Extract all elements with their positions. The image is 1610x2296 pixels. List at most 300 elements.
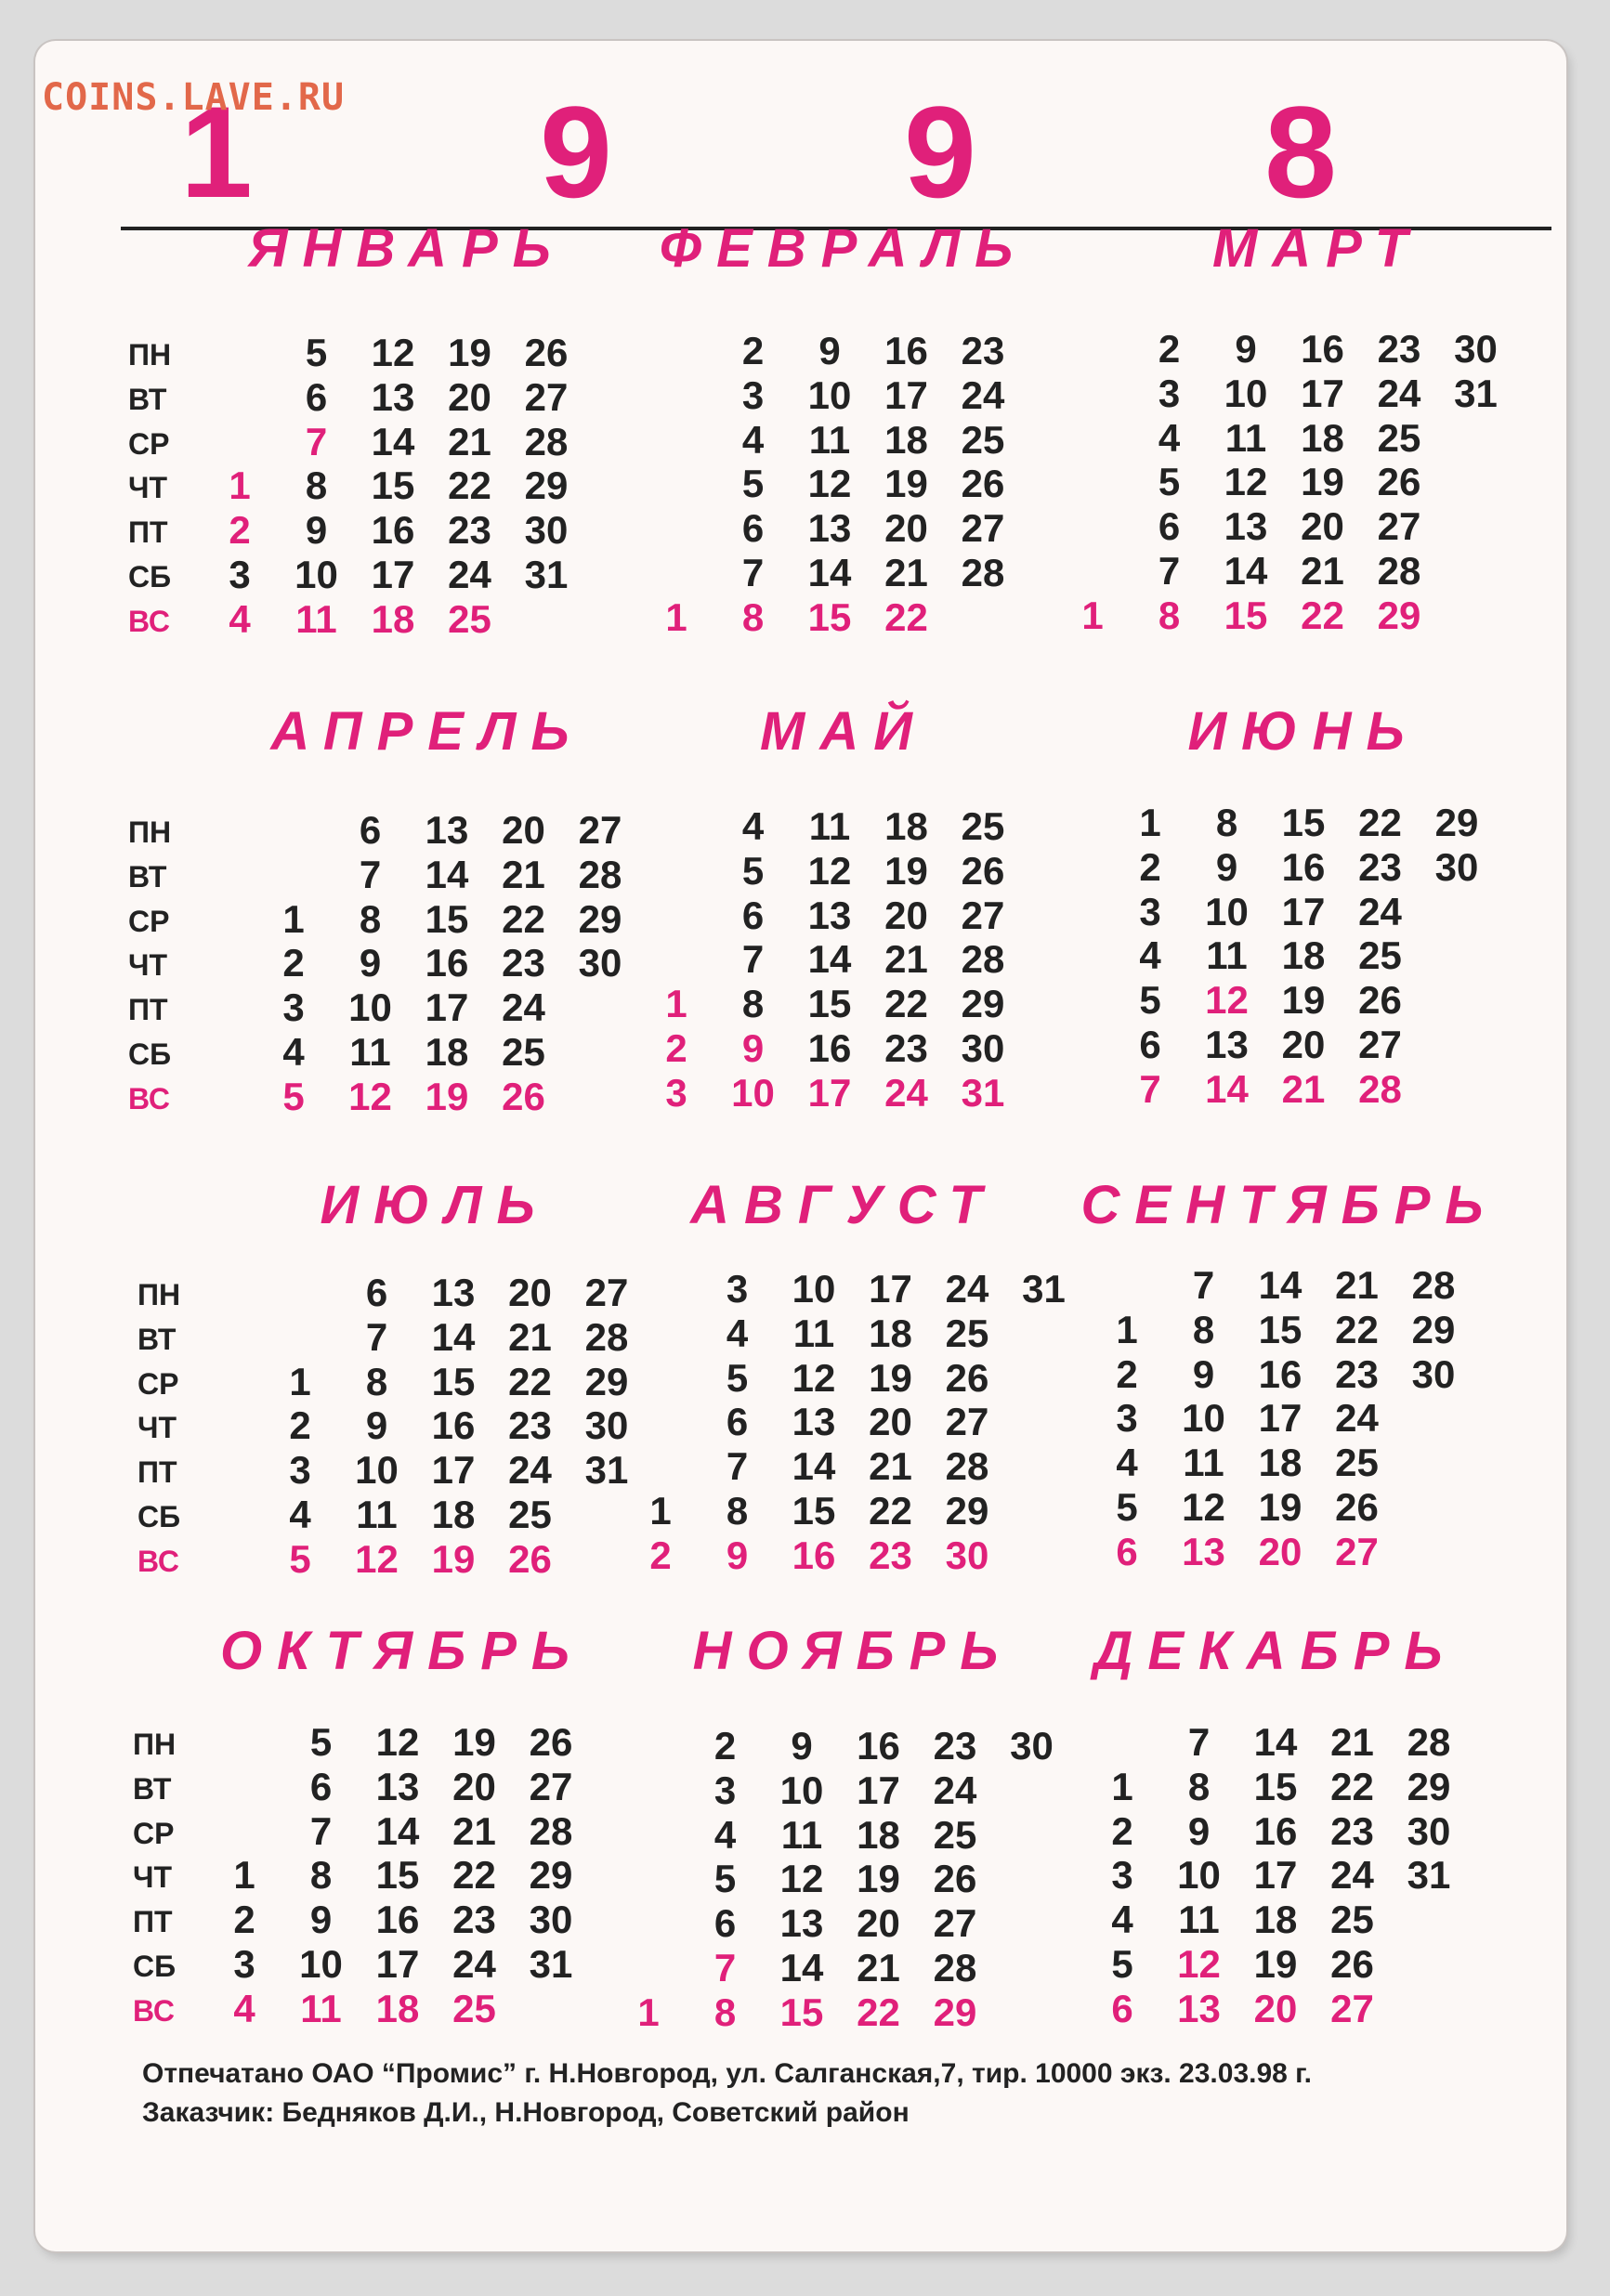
calendar-day: 6 (726, 1400, 749, 1444)
calendar-day: 8 (726, 1489, 749, 1533)
calendar-day: 25 (452, 1986, 496, 2030)
calendar-day: 5 (282, 1074, 305, 1118)
calendar-day: 1 (1139, 801, 1161, 844)
calendar-day: 13 (375, 1764, 420, 1808)
calendar-day: 18 (857, 1812, 900, 1857)
calendar-day: 6 (1139, 1023, 1161, 1066)
calendar-day: 20 (884, 893, 928, 937)
calendar-day: 14 (371, 419, 415, 463)
calendar-day: 16 (1253, 1808, 1298, 1853)
calendar-day: 30 (1454, 327, 1498, 371)
calendar-day: 14 (431, 1314, 476, 1359)
calendar-day: 17 (857, 1768, 900, 1812)
calendar-day: 11 (808, 417, 851, 462)
calendar-day: 26 (961, 848, 1005, 893)
weekday-label: СБ (133, 1950, 177, 1983)
calendar-day: 4 (741, 804, 765, 848)
calendar-day: 7 (713, 1946, 737, 1989)
calendar-day: 7 (741, 551, 765, 594)
calendar-day: 7 (309, 1808, 333, 1853)
calendar-day: 30 (1434, 844, 1479, 889)
calendar-day: 8 (309, 1853, 333, 1898)
calendar-day: 12 (355, 1536, 399, 1581)
calendar-day: 12 (807, 462, 852, 506)
calendar-day: 3 (726, 1267, 749, 1311)
calendar-day: 11 (808, 804, 851, 848)
calendar-day: 31 (1454, 371, 1498, 415)
calendar-day: 5 (726, 1355, 749, 1400)
month-title: НОЯБРЬ (692, 1621, 1014, 1681)
calendar-day: 11 (295, 596, 337, 641)
weekday-label: ПТ (133, 1905, 173, 1939)
calendar-day: 10 (1205, 889, 1249, 933)
calendar-day: 21 (448, 419, 491, 463)
calendar-day: 27 (578, 808, 622, 852)
calendar-day: 24 (452, 1942, 496, 1986)
calendar-day: 27 (945, 1400, 989, 1444)
calendar-day: 30 (1407, 1808, 1451, 1853)
calendar-day: 9 (305, 508, 328, 553)
calendar-day: 25 (502, 1030, 545, 1074)
calendar-day: 7 (1158, 549, 1181, 593)
calendar-day: 19 (869, 1355, 912, 1400)
calendar-day: 9 (359, 941, 382, 985)
calendar-day: 5 (1116, 1485, 1138, 1529)
calendar-day: 15 (779, 1989, 824, 2034)
calendar-day: 13 (779, 1901, 824, 1946)
calendar-day: 10 (348, 985, 392, 1030)
calendar-day: 15 (1258, 1307, 1302, 1351)
calendar-day: 16 (1281, 844, 1326, 889)
calendar-day: 29 (578, 896, 622, 941)
calendar-day: 5 (305, 331, 328, 374)
calendar-day: 7 (726, 1444, 749, 1489)
calendar-day: 25 (448, 596, 491, 641)
calendar-day: 4 (233, 1986, 255, 2030)
calendar-day: 28 (529, 1808, 573, 1853)
calendar-day: 14 (807, 551, 852, 594)
weekday-label: ВС (133, 1993, 175, 2028)
calendar-day: 26 (1358, 978, 1402, 1023)
calendar-day: 14 (792, 1444, 836, 1489)
calendar-day: 21 (508, 1314, 552, 1359)
calendar-day: 2 (1116, 1351, 1138, 1396)
calendar-day: 10 (1177, 1853, 1221, 1898)
calendar-day: 3 (713, 1768, 737, 1812)
calendar-day: 4 (726, 1311, 749, 1355)
calendar-day: 16 (431, 1403, 476, 1448)
calendar-day: 2 (233, 1898, 255, 1942)
calendar-day: 12 (375, 1720, 420, 1764)
calendar-day: 16 (884, 329, 928, 372)
calendar-day: 26 (502, 1074, 545, 1118)
calendar-day: 29 (945, 1489, 989, 1533)
calendar-day: 14 (1258, 1263, 1302, 1307)
month-title: ДЕКАБРЬ (1093, 1621, 1458, 1681)
calendar-day: 1 (665, 982, 687, 1026)
calendar-day: 31 (529, 1942, 573, 1986)
calendar-day: 24 (945, 1267, 989, 1311)
calendar-day: 16 (857, 1724, 900, 1768)
calendar-day: 9 (791, 1724, 813, 1768)
calendar-day: 27 (1330, 1986, 1374, 2030)
calendar-day: 5 (1139, 978, 1161, 1023)
calendar-day: 10 (807, 372, 852, 417)
calendar-day: 12 (1205, 978, 1249, 1023)
calendar-day: 1 (649, 1489, 672, 1533)
calendar-day: 10 (779, 1768, 824, 1812)
calendar-day: 22 (857, 1989, 900, 2034)
calendar-day: 22 (448, 463, 491, 508)
calendar-day: 28 (578, 852, 622, 896)
calendar-day: 15 (425, 896, 469, 941)
calendar-day: 19 (1301, 460, 1344, 504)
weekday-label: ВС (137, 1544, 179, 1578)
calendar-day: 28 (945, 1444, 989, 1489)
calendar-day: 13 (1182, 1529, 1225, 1573)
calendar-day: 15 (807, 594, 852, 639)
calendar-day: 13 (1224, 504, 1268, 549)
calendar-day: 3 (1158, 371, 1181, 415)
weekday-label: ВТ (128, 859, 167, 894)
year-digit: 1 (180, 79, 253, 225)
calendar-day: 29 (1377, 593, 1421, 637)
calendar-day: 27 (584, 1271, 629, 1314)
calendar-day: 20 (1258, 1529, 1302, 1573)
weekday-label: СБ (137, 1500, 181, 1533)
calendar-day: 11 (300, 1986, 342, 2030)
calendar-day: 6 (741, 506, 765, 551)
calendar-day: 15 (792, 1489, 836, 1533)
weekday-label: ПТ (128, 515, 168, 550)
calendar-day: 15 (1253, 1764, 1298, 1808)
calendar-day: 7 (1192, 1263, 1215, 1307)
calendar-day: 1 (1111, 1764, 1133, 1808)
calendar-day: 18 (431, 1493, 476, 1536)
calendar-day: 29 (1411, 1307, 1456, 1351)
calendar-day: 18 (884, 804, 928, 848)
calendar-day: 24 (1377, 371, 1421, 415)
calendar-day: 4 (1139, 933, 1161, 978)
calendar-day: 30 (1411, 1351, 1456, 1396)
calendar-day: 2 (229, 508, 251, 553)
calendar-day: 11 (780, 1812, 823, 1857)
calendar-day: 4 (1116, 1441, 1138, 1485)
calendar-day: 25 (933, 1812, 977, 1857)
calendar-day: 12 (1224, 460, 1268, 504)
calendar-day: 15 (1281, 801, 1326, 844)
calendar-day: 12 (792, 1355, 836, 1400)
calendar-day: 1 (637, 1989, 660, 2034)
calendar-day: 19 (857, 1857, 900, 1901)
calendar-day: 18 (375, 1986, 420, 2030)
calendar-day: 5 (309, 1720, 333, 1764)
calendar-day: 28 (1407, 1720, 1451, 1764)
calendar-day: 5 (289, 1536, 311, 1581)
watermark: COINS.LAVE.RU (42, 76, 346, 119)
calendar-day: 25 (1335, 1441, 1379, 1485)
month-title: ИЮЛЬ (320, 1175, 550, 1235)
weekday-label: ВТ (137, 1322, 177, 1356)
calendar-day: 6 (713, 1901, 737, 1946)
calendar-day: 11 (1206, 933, 1248, 978)
calendar-day: 22 (869, 1489, 912, 1533)
month-title: МАРТ (1211, 218, 1423, 279)
weekday-label: ВС (128, 604, 170, 638)
calendar-day: 20 (1301, 504, 1344, 549)
calendar-day: 23 (508, 1403, 552, 1448)
calendar-day: 18 (1253, 1898, 1298, 1942)
calendar-day: 4 (713, 1812, 737, 1857)
calendar-day: 4 (741, 417, 765, 462)
calendar-day: 24 (1358, 889, 1402, 933)
calendar-day: 9 (1187, 1808, 1211, 1853)
calendar-day: 29 (584, 1359, 629, 1403)
calendar-day: 18 (1281, 933, 1326, 978)
calendar-day: 9 (1192, 1351, 1215, 1396)
month-title: МАЙ (760, 701, 927, 762)
weekday-label: ПН (128, 338, 172, 372)
calendar-day: 31 (584, 1448, 629, 1493)
calendar-day: 6 (359, 808, 382, 852)
calendar-day: 4 (289, 1493, 311, 1536)
calendar-day: 18 (425, 1030, 469, 1074)
calendar-day: 2 (649, 1533, 672, 1577)
calendar-day: 9 (726, 1533, 749, 1577)
calendar-day: 17 (431, 1448, 476, 1493)
calendar-day: 18 (869, 1311, 912, 1355)
calendar-day: 7 (741, 937, 765, 982)
calendar-day: 8 (713, 1989, 737, 2034)
calendar-day: 31 (1407, 1853, 1451, 1898)
calendar-day: 17 (371, 553, 415, 596)
calendar-day: 14 (779, 1946, 824, 1989)
calendar-day: 13 (425, 808, 469, 852)
calendar-day: 10 (299, 1942, 343, 1986)
calendar-day: 11 (1178, 1898, 1220, 1942)
calendar-day: 26 (1330, 1942, 1374, 1986)
calendar-day: 8 (1192, 1307, 1215, 1351)
calendar-day: 2 (741, 329, 765, 372)
calendar-day: 31 (961, 1070, 1005, 1115)
calendar-day: 29 (933, 1989, 977, 2034)
calendar-day: 31 (524, 553, 569, 596)
calendar-day: 8 (359, 896, 382, 941)
year-digit: 8 (1264, 79, 1337, 225)
calendar-day: 3 (229, 553, 251, 596)
calendar-day: 4 (229, 596, 251, 641)
calendar-day: 3 (1111, 1853, 1133, 1898)
calendar-day: 7 (1187, 1720, 1211, 1764)
calendar-day: 17 (425, 985, 469, 1030)
calendar-day: 27 (933, 1901, 977, 1946)
calendar-day: 10 (355, 1448, 399, 1493)
weekday-label: СБ (128, 1037, 172, 1071)
weekday-label: ЧТ (128, 948, 168, 983)
calendar-day: 4 (1158, 415, 1181, 460)
calendar-day: 14 (807, 937, 852, 982)
calendar-day: 1 (289, 1359, 311, 1403)
calendar-day: 1 (229, 463, 251, 508)
calendar-day: 27 (529, 1764, 573, 1808)
calendar-day: 28 (1358, 1066, 1402, 1111)
calendar-day: 29 (529, 1853, 573, 1898)
weekday-label: ВТ (133, 1771, 172, 1806)
calendar-day: 14 (1205, 1066, 1249, 1111)
calendar-day: 21 (1330, 1720, 1374, 1764)
calendar-day: 22 (502, 896, 545, 941)
calendar-day: 27 (1358, 1023, 1402, 1066)
calendar-day: 21 (1301, 549, 1344, 593)
calendar-day: 24 (508, 1448, 552, 1493)
calendar-day: 28 (584, 1314, 629, 1359)
calendar-day: 19 (884, 848, 928, 893)
calendar-day: 7 (365, 1314, 388, 1359)
calendar-day: 10 (792, 1267, 836, 1311)
calendar-day: 28 (961, 937, 1005, 982)
calendar-day: 22 (884, 594, 928, 639)
calendar-day: 14 (425, 852, 469, 896)
calendar-day: 25 (1358, 933, 1402, 978)
calendar-day: 3 (233, 1942, 255, 1986)
weekday-label: СР (128, 904, 170, 938)
calendar-day: 22 (1330, 1764, 1374, 1808)
calendar-day: 30 (945, 1533, 989, 1577)
calendar-day: 17 (1281, 889, 1326, 933)
calendar-day: 15 (375, 1853, 420, 1898)
calendar-day: 18 (884, 417, 928, 462)
calendar-day: 18 (1258, 1441, 1302, 1485)
weekday-label: ПН (137, 1278, 181, 1311)
calendar-day: 23 (502, 941, 545, 985)
calendar-day: 14 (1253, 1720, 1298, 1764)
calendar-day: 6 (741, 893, 765, 937)
calendar-day: 12 (807, 848, 852, 893)
weekday-label: СР (133, 1816, 175, 1850)
weekday-label: ЧТ (133, 1860, 173, 1895)
year-digit: 9 (904, 79, 976, 225)
calendar-day: 20 (857, 1901, 900, 1946)
calendar-day: 31 (1022, 1267, 1066, 1311)
calendar-day: 9 (365, 1403, 388, 1448)
calendar-day: 16 (375, 1898, 420, 1942)
calendar-day: 2 (1111, 1808, 1133, 1853)
calendar-day: 21 (884, 937, 928, 982)
calendar-day: 13 (431, 1271, 476, 1314)
month-title: АПРЕЛЬ (270, 701, 584, 762)
calendar-day: 22 (1301, 593, 1344, 637)
weekday-label: СР (137, 1366, 179, 1401)
calendar-day: 1 (1116, 1307, 1138, 1351)
calendar-day: 11 (1183, 1441, 1224, 1485)
calendar-day: 21 (884, 551, 928, 594)
weekday-label: ПН (133, 1728, 177, 1761)
calendar-day: 25 (961, 804, 1005, 848)
calendar-day: 23 (1377, 327, 1421, 371)
calendar-day: 20 (452, 1764, 496, 1808)
calendar-day: 19 (884, 462, 928, 506)
calendar-day: 9 (818, 329, 841, 372)
calendar-day: 9 (1235, 327, 1257, 371)
calendar-day: 29 (524, 463, 569, 508)
calendar-day: 2 (289, 1403, 311, 1448)
weekday-label: ПТ (128, 993, 168, 1027)
calendar-day: 9 (309, 1898, 333, 1942)
calendar-day: 22 (884, 982, 928, 1026)
calendar-day: 6 (365, 1271, 388, 1314)
calendar-day: 11 (1224, 415, 1267, 460)
calendar-day: 9 (1215, 844, 1238, 889)
calendar-day: 16 (792, 1533, 836, 1577)
calendar-day: 21 (452, 1808, 496, 1853)
calendar-day: 6 (305, 374, 328, 419)
calendar-day: 11 (349, 1030, 391, 1074)
calendar-day: 1 (282, 896, 305, 941)
calendar-day: 12 (779, 1857, 824, 1901)
calendar-day: 11 (356, 1493, 398, 1536)
calendar-day: 8 (305, 463, 328, 508)
calendar-day: 19 (1258, 1485, 1302, 1529)
calendar-day: 2 (713, 1724, 737, 1768)
calendar-day: 3 (1116, 1396, 1138, 1441)
calendar-day: 26 (945, 1355, 989, 1400)
calendar-day: 23 (933, 1724, 977, 1768)
calendar-day: 21 (502, 852, 545, 896)
calendar-day: 3 (282, 985, 305, 1030)
calendar-day: 17 (1301, 371, 1344, 415)
calendar-card (35, 41, 1566, 2251)
calendar-day: 28 (524, 419, 569, 463)
weekday-label: ВС (128, 1081, 170, 1115)
calendar-day: 10 (295, 553, 338, 596)
calendar-day: 16 (807, 1026, 852, 1070)
calendar-day: 30 (1010, 1724, 1054, 1768)
calendar-day: 15 (1224, 593, 1268, 637)
calendar-day: 23 (452, 1898, 496, 1942)
calendar-day: 25 (508, 1493, 552, 1536)
calendar-day: 4 (1111, 1898, 1133, 1942)
calendar-day: 15 (807, 982, 852, 1026)
calendar-day: 27 (524, 374, 569, 419)
calendar-day: 26 (961, 462, 1005, 506)
weekday-label: ЧТ (128, 471, 168, 505)
weekday-label: ЧТ (137, 1411, 177, 1445)
calendar-day: 20 (508, 1271, 552, 1314)
calendar-day: 2 (665, 1026, 687, 1070)
calendar-day: 18 (1301, 415, 1344, 460)
calendar-day: 18 (371, 596, 415, 641)
calendar-day: 23 (961, 329, 1005, 372)
calendar-day: 27 (961, 893, 1005, 937)
calendar-day: 12 (371, 331, 415, 374)
month-title: ОКТЯБРЬ (219, 1621, 584, 1681)
month-title: ИЮНЬ (1187, 701, 1420, 762)
calendar-day: 23 (1330, 1808, 1374, 1853)
calendar-day: 3 (289, 1448, 311, 1493)
calendar-day: 2 (1158, 327, 1181, 371)
calendar-day: 17 (1253, 1853, 1298, 1898)
calendar-day: 27 (1335, 1529, 1379, 1573)
calendar-day: 20 (884, 506, 928, 551)
calendar-day: 24 (448, 553, 491, 596)
calendar-day: 17 (1258, 1396, 1302, 1441)
calendar-day: 4 (282, 1030, 305, 1074)
calendar-day: 5 (741, 462, 765, 506)
calendar-day: 23 (1335, 1351, 1379, 1396)
weekday-label: ПН (128, 815, 172, 849)
calendar-day: 26 (933, 1857, 977, 1901)
calendar-day: 19 (431, 1536, 476, 1581)
